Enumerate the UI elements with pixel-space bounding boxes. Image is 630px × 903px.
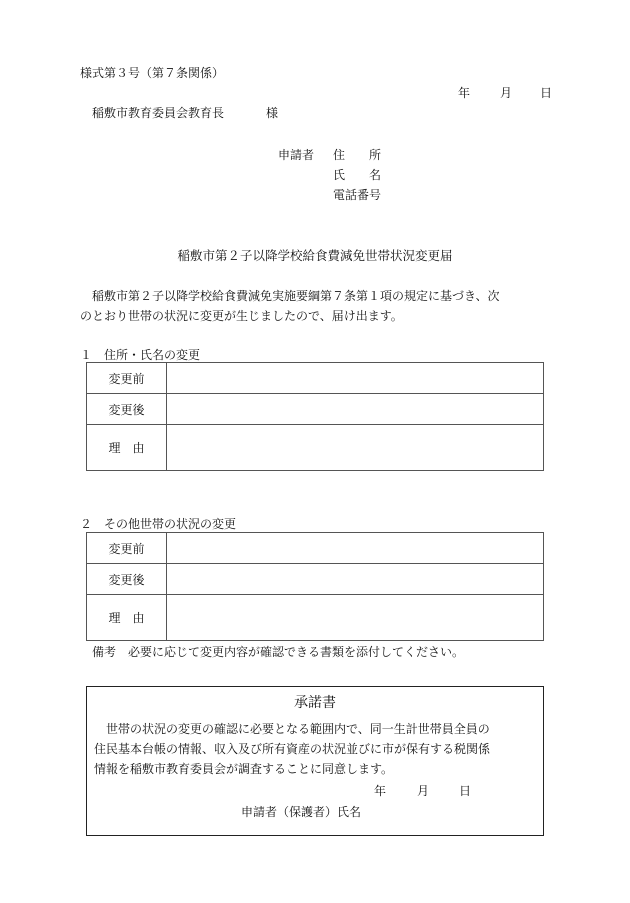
section2-after-field[interactable]	[167, 564, 544, 595]
consent-line-2: 住民基本台帳の情報、収入及び所有資産の状況並びに市が保有する税関係	[94, 742, 491, 756]
section2-reason-label: 理 由	[87, 595, 167, 641]
table-row	[87, 564, 544, 595]
consent-body	[94, 719, 538, 779]
consent-date-month: 月	[417, 784, 430, 798]
section2-after-label: 変更後	[87, 564, 167, 595]
section2-heading: ２ その他世帯の状況の変更	[80, 517, 237, 531]
recipient-honorific: 様	[266, 106, 279, 120]
section1-after-label: 変更後	[87, 394, 167, 425]
recipient: 稲敷市教育委員会教育長	[92, 106, 225, 120]
consent-title: 承諾書	[294, 695, 336, 711]
section2-before-field[interactable]	[167, 533, 544, 564]
applicant-label: 申請者	[278, 148, 315, 162]
date-month-label: 月	[500, 86, 513, 100]
address-label: 住 所	[333, 148, 382, 162]
consent-box	[86, 686, 544, 836]
consent-line-1: 世帯の状況の変更の確認に必要となる範囲内で、同一生計世帯員全員の	[106, 722, 490, 736]
document-title: 稲敷市第２子以降学校給食費減免世帯状況変更届	[177, 248, 453, 263]
section1-before-label: 変更前	[87, 363, 167, 394]
section2-reason-field[interactable]	[167, 595, 544, 641]
date-day-label: 日	[540, 86, 553, 100]
table-row	[87, 425, 544, 471]
section1-before-field[interactable]	[167, 363, 544, 394]
consent-signature-label: 申請者（保護者）氏名	[241, 805, 362, 819]
note: 備考 必要に応じて変更内容が確認できる書類を添付してください。	[92, 645, 465, 659]
consent-date-day: 日	[459, 784, 472, 798]
section1-reason-label: 理 由	[87, 425, 167, 471]
section2-before-label: 変更前	[87, 533, 167, 564]
form-number: 様式第３号（第７条関係）	[80, 66, 225, 80]
date-year-label: 年	[458, 86, 471, 100]
name-label: 氏 名	[333, 168, 382, 182]
section1-table	[86, 362, 544, 471]
table-row	[87, 394, 544, 425]
consent-date-year: 年	[374, 784, 387, 798]
section2-table	[86, 532, 544, 641]
table-row	[87, 363, 544, 394]
phone-label: 電話番号	[333, 188, 382, 202]
table-row	[87, 533, 544, 564]
intro-line-2: のとおり世帯の状況に変更が生じましたので、届け出ます。	[80, 309, 403, 323]
intro-line-1: 稲敷市第２子以降学校給食費減免実施要綱第７条第１項の規定に基づき、次	[92, 289, 500, 303]
consent-line-3: 情報を稲敷市教育委員会が調査することに同意します。	[94, 762, 394, 776]
section1-heading: １ 住所・氏名の変更	[80, 348, 201, 362]
table-row	[87, 595, 544, 641]
section1-reason-field[interactable]	[167, 425, 544, 471]
section1-after-field[interactable]	[167, 394, 544, 425]
